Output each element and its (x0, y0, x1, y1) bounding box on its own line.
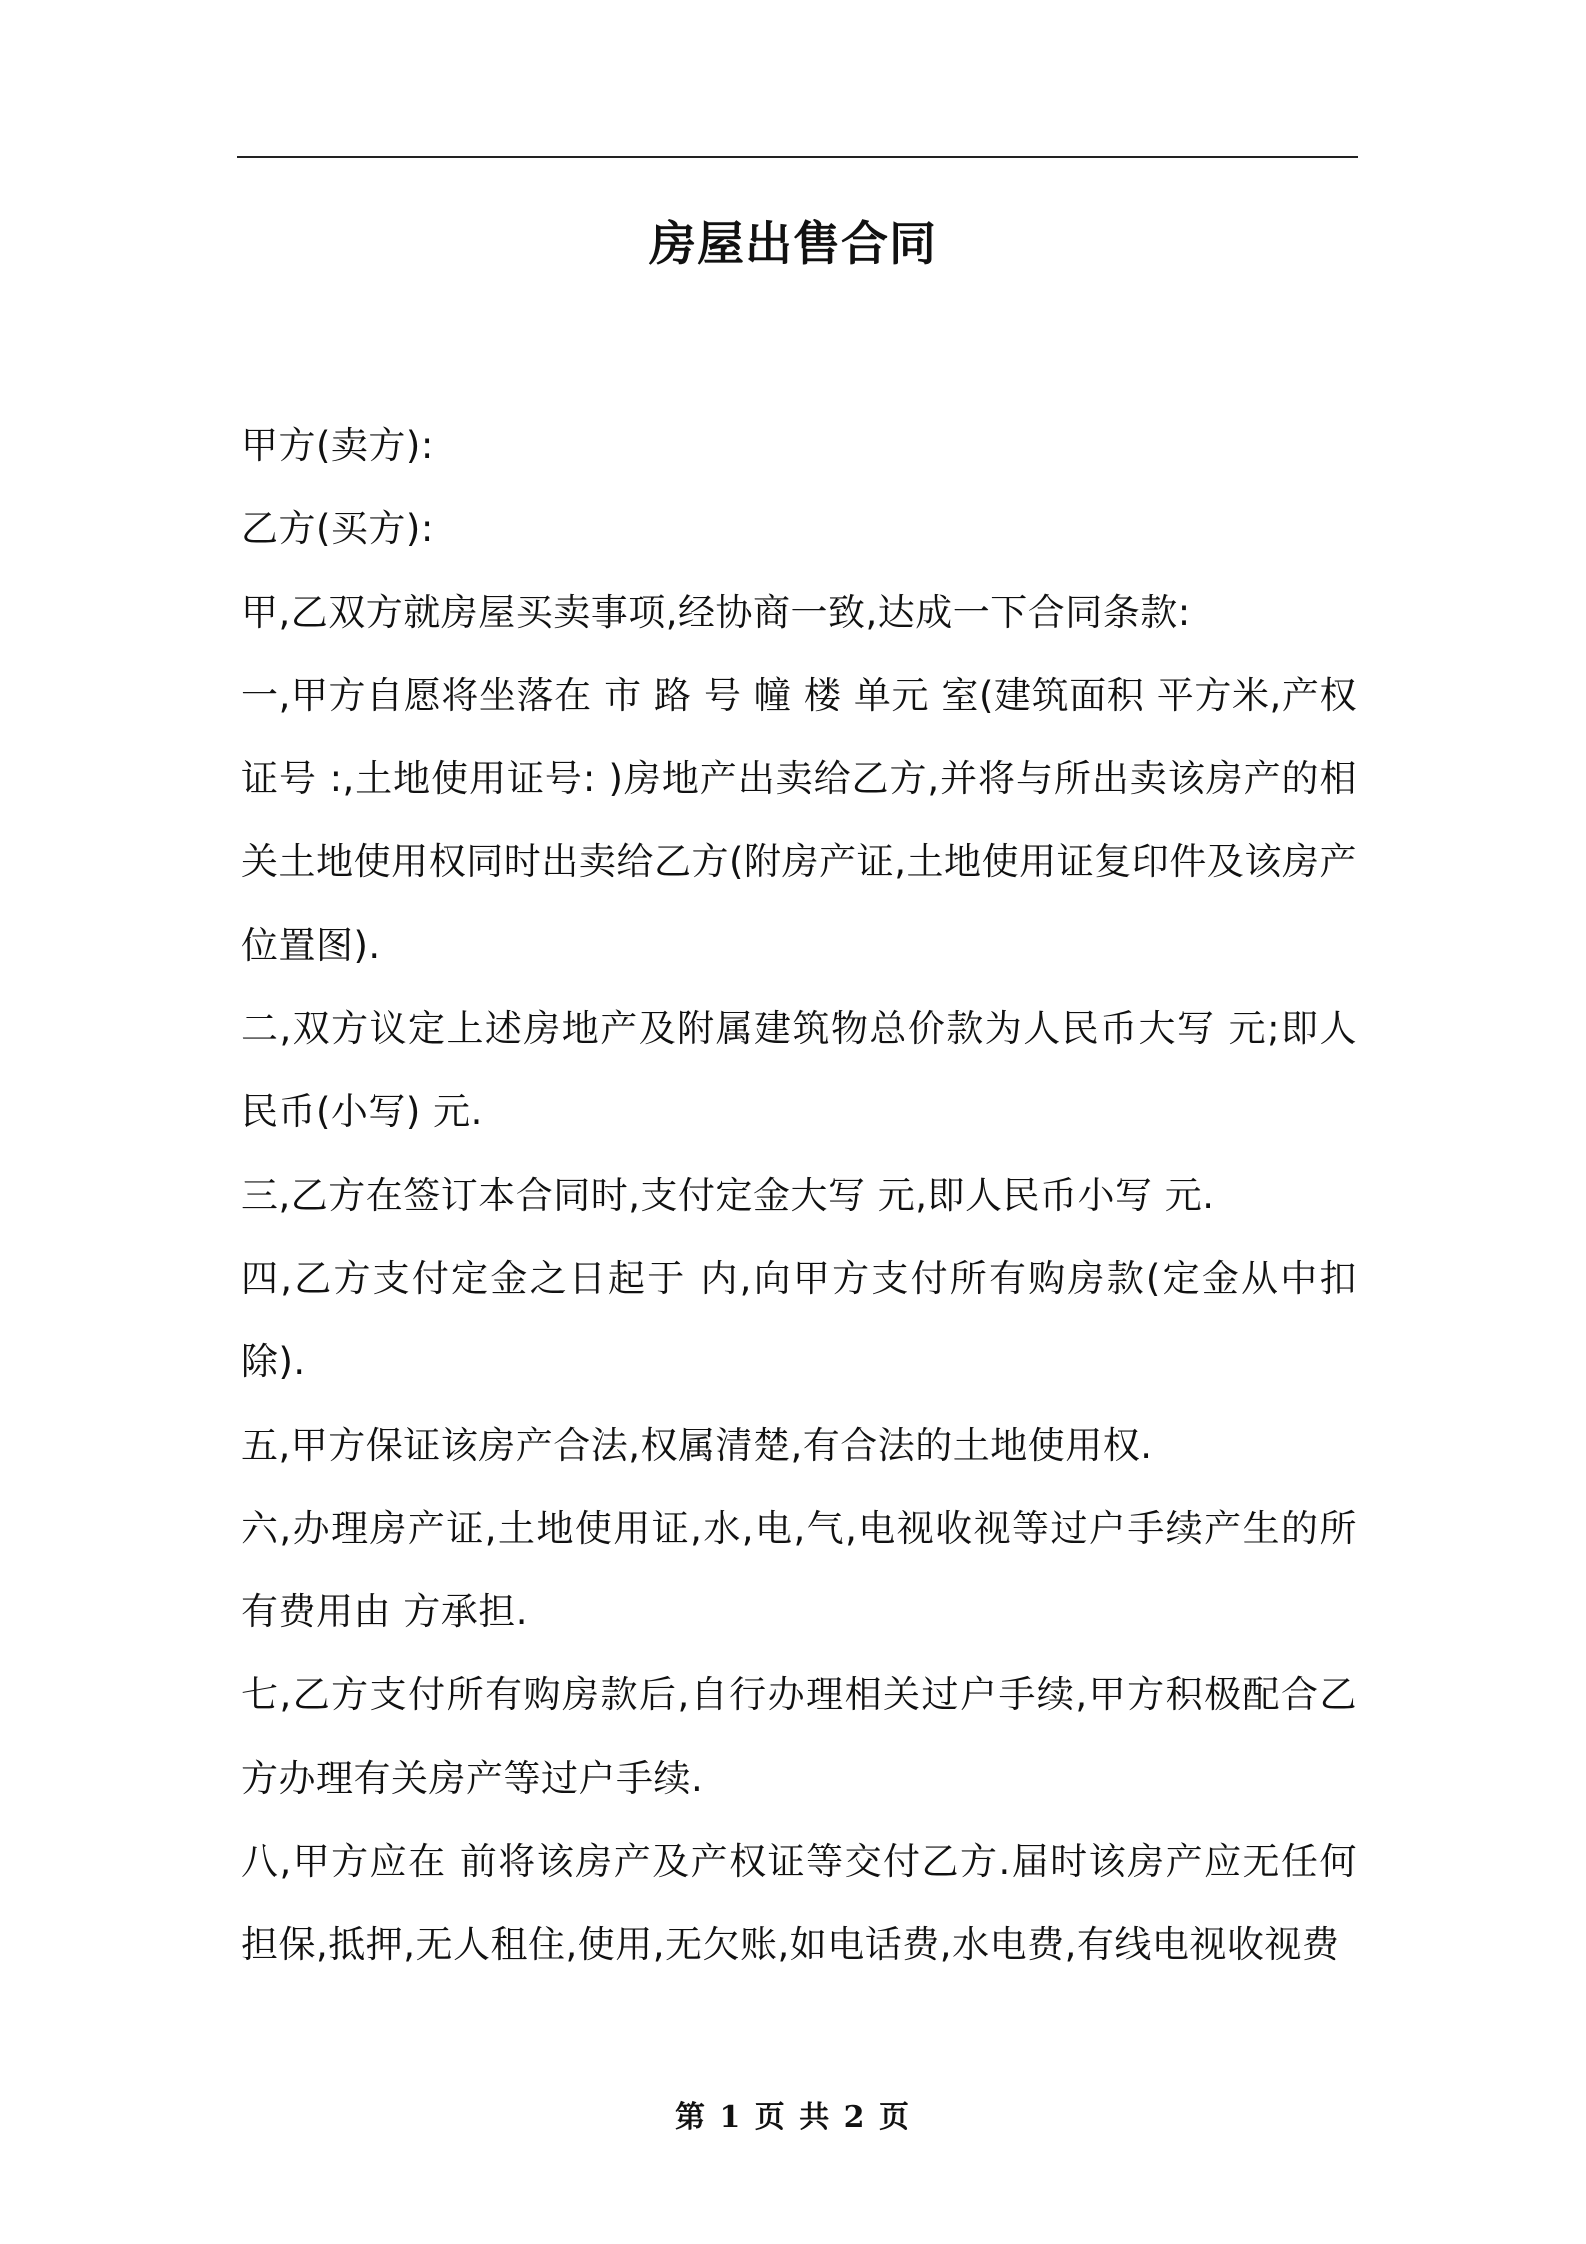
clause-3: 三,乙方在签订本合同时,支付定金大写 元,即人民币小写 元. (241, 1173, 1215, 1217)
document-body (241, 404, 1357, 1987)
page-number-footer: 第 1 页 共 2 页 (675, 2100, 911, 2135)
clause-6: 六,办理房产证,土地使用证,水,电,气,电视收视等过户手续产生的所有费用由 方承担. (241, 1506, 1357, 1634)
clause-5: 五,甲方保证该房产合法,权属清楚,有合法的土地使用权. (241, 1423, 1153, 1467)
header-rule (237, 156, 1358, 158)
clause-1: 一,甲方自愿将坐落在 市 路 号 幢 楼 单元 室(建筑面积 平方米,产权证号 :,土地使用证号: )房地产出卖给乙方,并将与所出卖该房产的相关土地使用权同时出卖给乙方(附房产证,土地使用证复印件及该房产位置图). (241, 673, 1357, 967)
preamble-paragraph: 甲,乙双方就房屋买卖事项,经协商一致,达成一下合同条款: (241, 590, 1191, 634)
party-a-line: 甲方(卖方): (241, 424, 434, 467)
clause-2: 二,双方议定上述房地产及附属建筑物总价款为人民币大写 元;即人民币(小写) 元. (241, 1007, 1357, 1134)
clause-8: 八,甲方应在 前将该房产及产权证等交付乙方.届时该房产应无任何担保,抵押,无人租住,使用,无欠账,如电话费,水电费,有线电视收视费 (241, 1840, 1357, 1967)
party-b-line: 乙方(买方): (241, 507, 434, 551)
clause-4: 四,乙方支付定金之日起于 内,向甲方支付所有购房款(定金从中扣除). (241, 1256, 1357, 1384)
clause-7: 七,乙方支付所有购房款后,自行办理相关过户手续,甲方积极配合乙方办理有关房产等过户手续. (241, 1673, 1357, 1800)
document-title: 房屋出售合同 (649, 217, 937, 272)
